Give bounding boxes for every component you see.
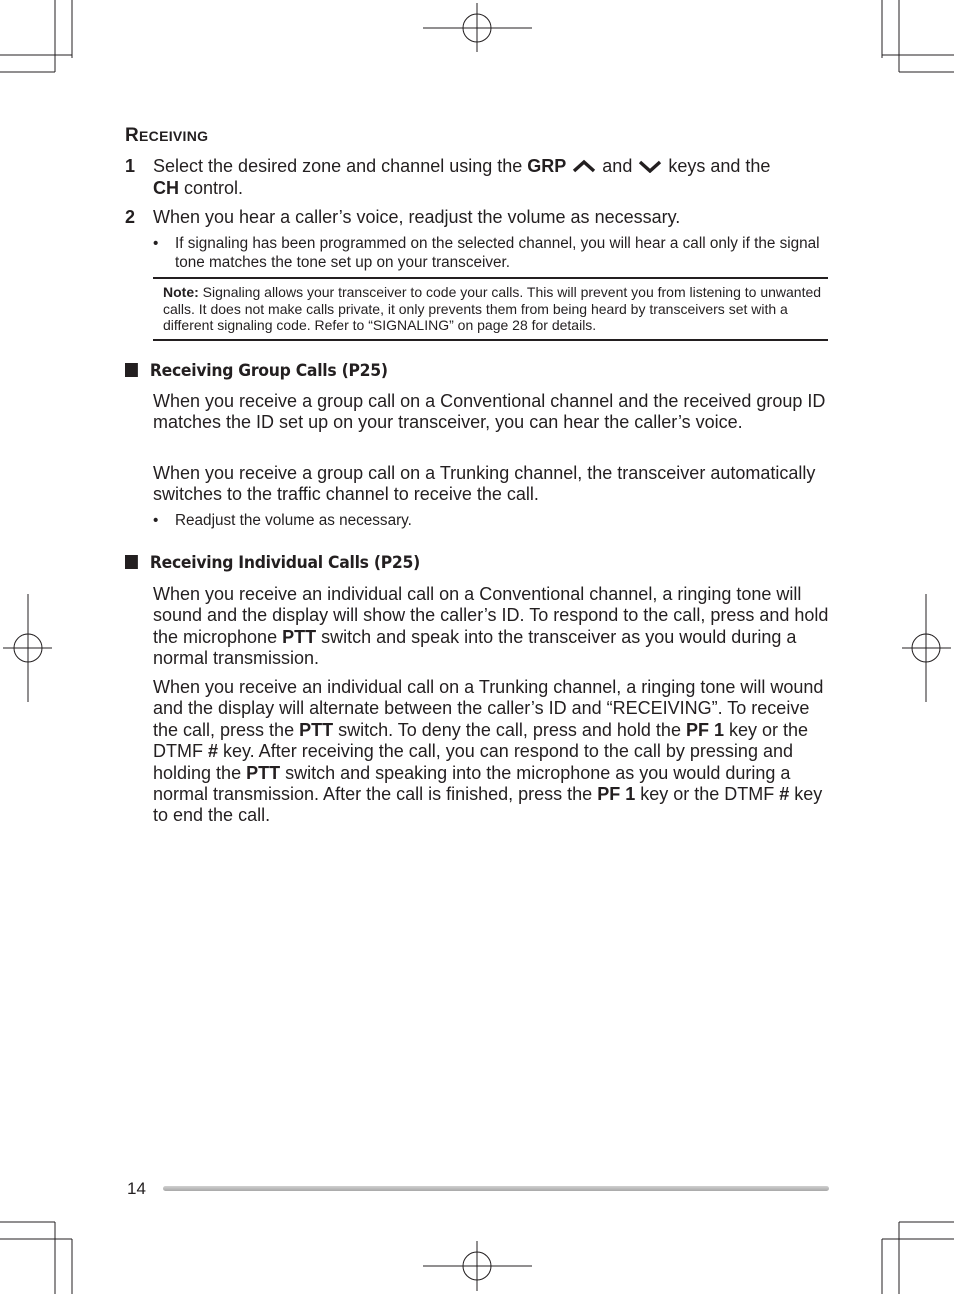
- chevron-down-icon: [637, 157, 663, 179]
- group-calls-paragraph-1: When you receive a group call on a Conventional channel and the received group ID matches the ID set up on your transceiver, you can hear the caller’s voice.: [153, 391, 826, 433]
- chevron-up-icon: [571, 157, 597, 179]
- step-text: When you hear a caller’s voice, readjust the volume as necessary.: [153, 207, 681, 227]
- step-text: Select the desired zone and channel using the GRP and keys and the CH control.: [153, 156, 771, 198]
- note-text: Signaling allows your transceiver to code your calls. This will prevent you from listening to unwanted calls. It does not make calls private, it only prevents them from being heard by transceivers set with a different signaling code. Refer to “SIGNALING” on page 28 for details.: [163, 284, 822, 333]
- bullet-icon: •: [153, 512, 159, 529]
- page-number: 14: [127, 1179, 146, 1198]
- note-box: [153, 277, 828, 341]
- individual-calls-paragraph-1: When you receive an individual call on a Conventional channel, a ringing tone will sound and the display will show the caller’s ID. To respond to the call, press and hold the microphone PTT switch and speak into the transceiver as you would during a normal transmission.: [153, 584, 829, 669]
- footer-rule: [163, 1186, 829, 1191]
- section-heading: RECEIVING: [125, 125, 209, 146]
- individual-calls-heading: Receiving Individual Calls (P25): [125, 553, 420, 573]
- individual-calls-paragraph-2: When you receive an individual call on a Trunking channel, a ringing tone will wound and the display will alternate between the caller’s ID and “RECEIVING”. To receive the call, press the PTT switch. To deny the call, press and hold the PF 1 key or the DTMF # key. After receiving the call, you can respond to the call by pressing and holding the PTT switch and speaking into the microphone as you would during a normal transmission. After the call is finished, press the PF 1 key or the DTMF # key to end the call.: [153, 677, 824, 826]
- square-bullet-icon: [125, 363, 138, 377]
- ch-control-label: CH: [153, 178, 179, 198]
- group-calls-heading: Receiving Group Calls (P25): [125, 361, 388, 381]
- step-number: 2: [125, 207, 136, 227]
- bullet-icon: •: [153, 235, 159, 252]
- note-label: Note:: [163, 284, 199, 300]
- grp-key-label: GRP: [527, 156, 567, 176]
- group-calls-paragraph-2: When you receive a group call on a Trunking channel, the transceiver automatically switches to the traffic channel to receive the call.: [153, 463, 816, 505]
- square-bullet-icon: [125, 555, 138, 569]
- step-number: 1: [125, 156, 136, 176]
